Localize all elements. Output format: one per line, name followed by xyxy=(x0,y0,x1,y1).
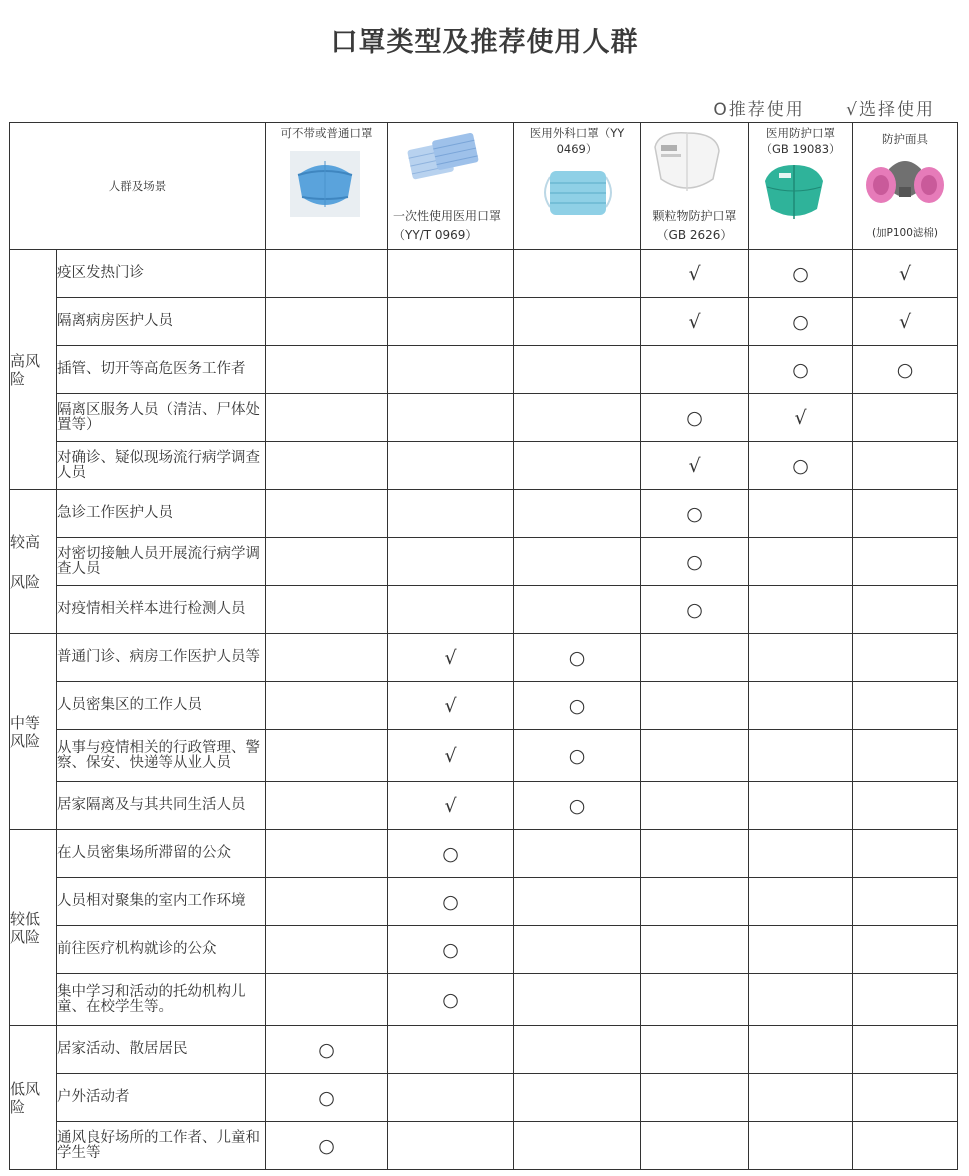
header-mask-2 xyxy=(388,123,514,250)
scene-cell: 人员相对聚集的室内工作环境 xyxy=(57,878,266,926)
empty-cell xyxy=(388,346,514,394)
scene-cell: 插管、切开等高危医务工作者 xyxy=(57,346,266,394)
header-mask-5 xyxy=(749,123,853,250)
empty-cell xyxy=(514,586,641,634)
empty-cell xyxy=(266,346,388,394)
empty-cell xyxy=(514,346,641,394)
mask-label: 可不带或普通口罩 xyxy=(280,126,373,140)
empty-cell xyxy=(514,974,641,1026)
empty-cell xyxy=(388,586,514,634)
empty-cell xyxy=(266,538,388,586)
table-row xyxy=(10,298,958,346)
scene-cell: 通风良好场所的工作者、儿童和学生等 xyxy=(57,1122,266,1170)
empty-cell xyxy=(853,394,958,442)
empty-cell xyxy=(641,682,749,730)
empty-cell xyxy=(749,1026,853,1074)
empty-cell xyxy=(853,634,958,682)
legend xyxy=(679,95,935,120)
check-mark: √ xyxy=(641,298,749,346)
empty-cell xyxy=(266,442,388,490)
scene-cell: 隔离区服务人员（清洁、尸体处置等） xyxy=(57,394,266,442)
empty-cell xyxy=(853,682,958,730)
empty-cell xyxy=(853,1122,958,1170)
empty-cell xyxy=(266,730,388,782)
check-mark: √ xyxy=(641,442,749,490)
risk-level-label: 风险 xyxy=(10,572,41,591)
table-row xyxy=(10,586,958,634)
table-row xyxy=(10,634,958,682)
empty-cell xyxy=(749,782,853,830)
empty-cell xyxy=(749,1074,853,1122)
empty-cell xyxy=(641,878,749,926)
circle-mark: ○ xyxy=(749,250,853,298)
table-row xyxy=(10,490,958,538)
surgical-mask-icon xyxy=(540,163,616,225)
scene-cell: 从事与疫情相关的行政管理、警察、保安、快递等从业人员 xyxy=(57,730,266,782)
empty-cell xyxy=(853,442,958,490)
table-row xyxy=(10,830,958,878)
empty-cell xyxy=(514,830,641,878)
check-mark: √ xyxy=(388,682,514,730)
empty-cell xyxy=(853,586,958,634)
empty-cell xyxy=(514,878,641,926)
mask-label: 颗粒物防护口罩（GB 2626） xyxy=(652,209,737,242)
empty-cell xyxy=(388,490,514,538)
risk-level-label: 低风 xyxy=(10,1079,41,1098)
table-row xyxy=(10,974,958,1026)
check-mark: √ xyxy=(853,298,958,346)
table-row xyxy=(10,682,958,730)
empty-cell xyxy=(641,1026,749,1074)
empty-cell xyxy=(514,1026,641,1074)
risk-level-cell xyxy=(10,634,57,830)
legend-optional: √选择使用 xyxy=(846,100,935,120)
risk-level-cell xyxy=(10,490,57,634)
check-mark: √ xyxy=(641,250,749,298)
empty-cell xyxy=(266,490,388,538)
circle-mark: ○ xyxy=(641,394,749,442)
risk-level-cell xyxy=(10,1026,57,1170)
circle-mark: ○ xyxy=(266,1122,388,1170)
risk-level-label: 中等 xyxy=(10,713,41,732)
risk-level-cell xyxy=(10,250,57,490)
empty-cell xyxy=(388,1074,514,1122)
empty-cell xyxy=(388,442,514,490)
check-mark: √ xyxy=(388,634,514,682)
particulate-respirator-icon xyxy=(647,127,725,199)
empty-cell xyxy=(266,926,388,974)
mask-label: (加P100滤棉) xyxy=(871,227,939,239)
page-title: 口罩类型及推荐使用人群 xyxy=(330,27,639,58)
empty-cell xyxy=(641,926,749,974)
header-mask-1 xyxy=(266,123,388,250)
empty-cell xyxy=(514,490,641,538)
empty-cell xyxy=(853,538,958,586)
circle-mark: ○ xyxy=(749,442,853,490)
empty-cell xyxy=(266,782,388,830)
circle-mark: ○ xyxy=(266,1026,388,1074)
scene-cell: 人员密集区的工作人员 xyxy=(57,682,266,730)
empty-cell xyxy=(641,346,749,394)
circle-mark: ○ xyxy=(388,926,514,974)
empty-cell xyxy=(853,782,958,830)
empty-cell xyxy=(749,538,853,586)
table-row xyxy=(10,926,958,974)
table-row xyxy=(10,394,958,442)
empty-cell xyxy=(853,974,958,1026)
empty-cell xyxy=(514,1122,641,1170)
empty-cell xyxy=(388,298,514,346)
empty-cell xyxy=(853,1074,958,1122)
empty-cell xyxy=(266,830,388,878)
empty-cell xyxy=(749,682,853,730)
header-mask-6 xyxy=(853,123,958,250)
circle-mark: ○ xyxy=(749,346,853,394)
empty-cell xyxy=(266,586,388,634)
empty-cell xyxy=(266,974,388,1026)
scene-cell: 居家隔离及与其共同生活人员 xyxy=(57,782,266,830)
empty-cell xyxy=(514,926,641,974)
check-mark: √ xyxy=(388,782,514,830)
empty-cell xyxy=(853,926,958,974)
scene-cell: 普通门诊、病房工作医护人员等 xyxy=(57,634,266,682)
empty-cell xyxy=(388,1122,514,1170)
empty-cell xyxy=(514,442,641,490)
legend-recommend: O推荐使用 xyxy=(713,100,805,120)
table-row xyxy=(10,1074,958,1122)
table-row xyxy=(10,878,958,926)
empty-cell xyxy=(749,586,853,634)
empty-cell xyxy=(641,974,749,1026)
circle-mark: ○ xyxy=(641,490,749,538)
table-row xyxy=(10,442,958,490)
empty-cell xyxy=(749,634,853,682)
empty-cell xyxy=(266,250,388,298)
empty-cell xyxy=(749,878,853,926)
scene-cell: 居家活动、散居居民 xyxy=(57,1026,266,1074)
empty-cell xyxy=(266,298,388,346)
header-mask-4 xyxy=(641,123,749,250)
empty-cell xyxy=(266,634,388,682)
table-row xyxy=(10,782,958,830)
empty-cell xyxy=(749,926,853,974)
scene-cell: 疫区发热门诊 xyxy=(57,250,266,298)
table-row xyxy=(10,730,958,782)
empty-cell xyxy=(853,878,958,926)
empty-cell xyxy=(641,1122,749,1170)
scene-cell: 对密切接触人员开展流行病学调查人员 xyxy=(57,538,266,586)
empty-cell xyxy=(641,1074,749,1122)
table-row xyxy=(10,1026,958,1074)
check-mark: √ xyxy=(749,394,853,442)
risk-level-label: 风险 xyxy=(10,731,41,750)
table-row xyxy=(10,250,958,298)
empty-cell xyxy=(749,730,853,782)
circle-mark: ○ xyxy=(853,346,958,394)
circle-mark: ○ xyxy=(749,298,853,346)
scene-cell: 隔离病房医护人员 xyxy=(57,298,266,346)
empty-cell xyxy=(514,538,641,586)
table-row xyxy=(10,1122,958,1170)
risk-level-cell xyxy=(10,830,57,1026)
scene-cell: 集中学习和活动的托幼机构儿童、在校学生等。 xyxy=(57,974,266,1026)
risk-level-label: 较高 xyxy=(10,532,41,551)
header-scene: 人群及场景 xyxy=(10,123,266,250)
empty-cell xyxy=(853,730,958,782)
circle-mark: ○ xyxy=(266,1074,388,1122)
risk-level-label: 险 xyxy=(10,369,26,388)
circle-mark: ○ xyxy=(388,878,514,926)
empty-cell xyxy=(514,394,641,442)
circle-mark: ○ xyxy=(514,634,641,682)
empty-cell xyxy=(641,634,749,682)
table-row xyxy=(10,346,958,394)
scene-cell: 急诊工作医护人员 xyxy=(57,490,266,538)
scene-cell: 对疫情相关样本进行检测人员 xyxy=(57,586,266,634)
circle-mark: ○ xyxy=(641,538,749,586)
empty-cell xyxy=(641,830,749,878)
empty-cell xyxy=(514,250,641,298)
mask-label: 医用外科口罩（YY 0469） xyxy=(529,126,625,156)
table-body xyxy=(10,250,958,1170)
empty-cell xyxy=(749,974,853,1026)
scene-cell: 对确诊、疑似现场流行病学调查人员 xyxy=(57,442,266,490)
empty-cell xyxy=(853,830,958,878)
circle-mark: ○ xyxy=(514,782,641,830)
check-mark: √ xyxy=(853,250,958,298)
medical-respirator-icon xyxy=(761,161,827,223)
mask-label: 防护面具 xyxy=(882,132,928,146)
gas-mask-icon xyxy=(865,151,945,213)
circle-mark: ○ xyxy=(641,586,749,634)
mask-label: 一次性使用医用口罩（YY/T 0969） xyxy=(393,209,502,242)
empty-cell xyxy=(853,490,958,538)
scene-cell: 户外活动者 xyxy=(57,1074,266,1122)
empty-cell xyxy=(266,682,388,730)
risk-level-label: 较低 xyxy=(10,909,41,928)
check-mark: √ xyxy=(388,730,514,782)
risk-level-label: 险 xyxy=(10,1097,26,1116)
empty-cell xyxy=(641,782,749,830)
empty-cell xyxy=(514,1074,641,1122)
mask-table xyxy=(9,122,958,1170)
empty-cell xyxy=(388,1026,514,1074)
cloth-mask-icon xyxy=(290,151,360,217)
empty-cell xyxy=(853,1026,958,1074)
empty-cell xyxy=(749,1122,853,1170)
empty-cell xyxy=(388,538,514,586)
header-mask-3 xyxy=(514,123,641,250)
circle-mark: ○ xyxy=(388,974,514,1026)
risk-level-label: 高风 xyxy=(10,351,41,370)
table-row xyxy=(10,538,958,586)
empty-cell xyxy=(388,250,514,298)
empty-cell xyxy=(514,298,641,346)
scene-cell: 在人员密集场所滞留的公众 xyxy=(57,830,266,878)
mask-label: 医用防护口罩（GB 19083） xyxy=(760,126,841,156)
empty-cell xyxy=(266,878,388,926)
empty-cell xyxy=(388,394,514,442)
empty-cell xyxy=(266,394,388,442)
circle-mark: ○ xyxy=(514,682,641,730)
risk-level-label: 风险 xyxy=(10,927,41,946)
circle-mark: ○ xyxy=(388,830,514,878)
header-row xyxy=(10,123,958,250)
disposable-medical-mask-icon xyxy=(404,129,484,193)
empty-cell xyxy=(749,490,853,538)
empty-cell xyxy=(641,730,749,782)
scene-cell: 前往医疗机构就诊的公众 xyxy=(57,926,266,974)
circle-mark: ○ xyxy=(514,730,641,782)
empty-cell xyxy=(749,830,853,878)
